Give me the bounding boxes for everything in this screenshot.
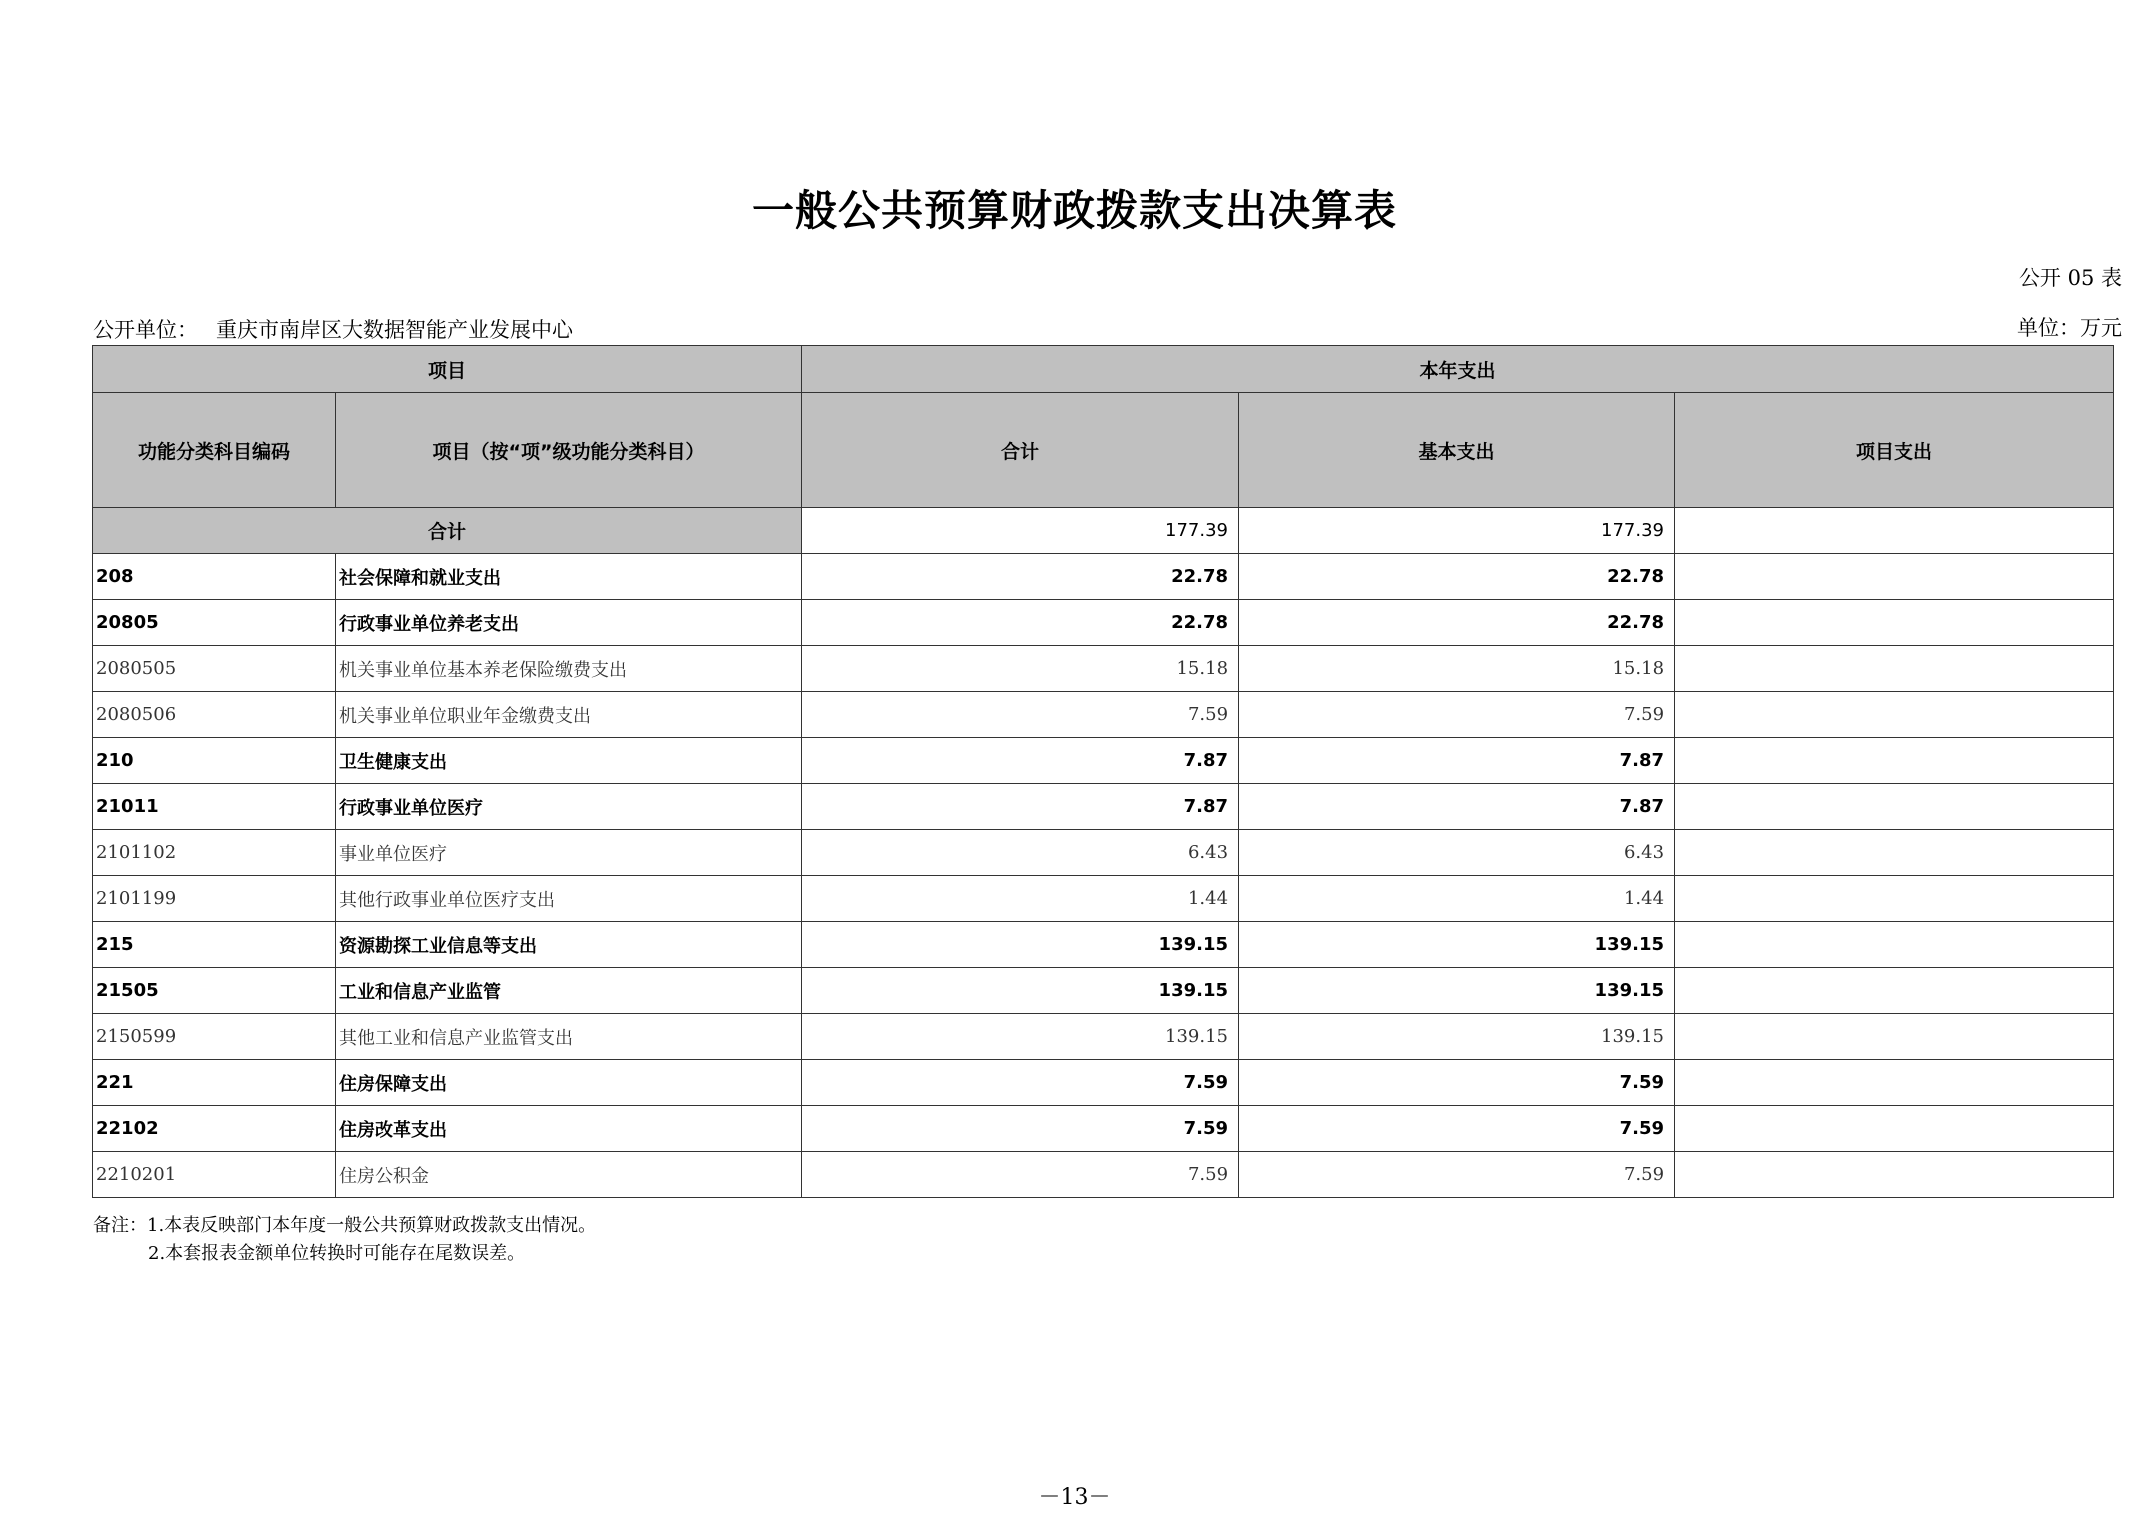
- row-code: 21011: [93, 784, 336, 830]
- note-line-1: 备注：1.本表反映部门本年度一般公共预算财政拨款支出情况。: [93, 1215, 597, 1236]
- row-total: 6.43: [802, 830, 1239, 876]
- row-code: 2150599: [93, 1014, 336, 1060]
- row-project: [1675, 968, 2114, 1014]
- header-item: 项目: [93, 346, 802, 393]
- row-code: 215: [93, 922, 336, 968]
- table-row: [93, 1106, 2114, 1152]
- total-sum: 177.39: [802, 508, 1239, 554]
- header-code: 功能分类科目编码: [93, 393, 336, 508]
- table-row: [93, 922, 2114, 968]
- header-total: 合计: [802, 393, 1239, 508]
- row-basic: 7.87: [1239, 784, 1675, 830]
- row-total: 22.78: [802, 554, 1239, 600]
- table-row: [93, 1152, 2114, 1198]
- table-row: [93, 646, 2114, 692]
- row-basic: 7.87: [1239, 738, 1675, 784]
- row-basic: 139.15: [1239, 922, 1675, 968]
- table-row: [93, 554, 2114, 600]
- row-name: 社会保障和就业支出: [336, 554, 802, 600]
- row-name: 住房保障支出: [336, 1060, 802, 1106]
- row-name: 卫生健康支出: [336, 738, 802, 784]
- header-row-1: [93, 346, 2114, 393]
- row-total: 7.87: [802, 784, 1239, 830]
- row-basic: 7.59: [1239, 1106, 1675, 1152]
- expenditure-table: [92, 345, 2114, 1198]
- row-name: 住房改革支出: [336, 1106, 802, 1152]
- row-total: 7.59: [802, 692, 1239, 738]
- organization-line: [93, 314, 573, 344]
- total-basic: 177.39: [1239, 508, 1675, 554]
- row-name: 行政事业单位医疗: [336, 784, 802, 830]
- row-name: 机关事业单位职业年金缴费支出: [336, 692, 802, 738]
- note-line-2: 2.本套报表金额单位转换时可能存在尾数误差。: [148, 1243, 526, 1264]
- row-total: 139.15: [802, 1014, 1239, 1060]
- row-name: 机关事业单位基本养老保险缴费支出: [336, 646, 802, 692]
- row-code: 2080505: [93, 646, 336, 692]
- row-code: 2101102: [93, 830, 336, 876]
- row-basic: 139.15: [1239, 968, 1675, 1014]
- page-title: 一般公共预算财政拨款支出决算表: [751, 186, 1397, 235]
- row-name: 工业和信息产业监管: [336, 968, 802, 1014]
- row-total: 1.44: [802, 876, 1239, 922]
- row-total: 15.18: [802, 646, 1239, 692]
- row-project: [1675, 600, 2114, 646]
- header-project: 项目支出: [1675, 393, 2114, 508]
- row-code: 20805: [93, 600, 336, 646]
- row-total: 7.59: [802, 1106, 1239, 1152]
- row-name: 住房公积金: [336, 1152, 802, 1198]
- total-row: [93, 508, 2114, 554]
- table-row: [93, 692, 2114, 738]
- row-total: 7.59: [802, 1152, 1239, 1198]
- row-code: 2080506: [93, 692, 336, 738]
- row-total: 139.15: [802, 968, 1239, 1014]
- unit-label: 单位：万元: [2017, 316, 2122, 340]
- row-basic: 22.78: [1239, 600, 1675, 646]
- organization-label: 公开单位：: [93, 318, 198, 342]
- row-project: [1675, 554, 2114, 600]
- row-project: [1675, 830, 2114, 876]
- row-total: 22.78: [802, 600, 1239, 646]
- row-code: 210: [93, 738, 336, 784]
- row-code: 2210201: [93, 1152, 336, 1198]
- row-project: [1675, 922, 2114, 968]
- organization-name: 重庆市南岸区大数据智能产业发展中心: [216, 318, 573, 342]
- row-name: 资源勘探工业信息等支出: [336, 922, 802, 968]
- table-row: [93, 968, 2114, 1014]
- header-basic: 基本支出: [1239, 393, 1675, 508]
- row-total: 7.87: [802, 738, 1239, 784]
- total-project: [1675, 508, 2114, 554]
- form-number: 公开 05 表: [2018, 266, 2122, 290]
- row-code: 2101199: [93, 876, 336, 922]
- total-label: 合计: [93, 508, 802, 554]
- row-code: 221: [93, 1060, 336, 1106]
- row-basic: 6.43: [1239, 830, 1675, 876]
- row-code: 21505: [93, 968, 336, 1014]
- table-row: [93, 1060, 2114, 1106]
- row-basic: 15.18: [1239, 646, 1675, 692]
- row-project: [1675, 784, 2114, 830]
- row-total: 7.59: [802, 1060, 1239, 1106]
- row-project: [1675, 1106, 2114, 1152]
- row-basic: 1.44: [1239, 876, 1675, 922]
- page-number: －13－: [1038, 1485, 1111, 1510]
- row-code: 22102: [93, 1106, 336, 1152]
- row-project: [1675, 1060, 2114, 1106]
- row-project: [1675, 692, 2114, 738]
- table-row: [93, 1014, 2114, 1060]
- notes: [93, 1212, 596, 1268]
- row-name: 其他工业和信息产业监管支出: [336, 1014, 802, 1060]
- row-project: [1675, 738, 2114, 784]
- row-project: [1675, 1152, 2114, 1198]
- row-basic: 7.59: [1239, 1152, 1675, 1198]
- row-basic: 22.78: [1239, 554, 1675, 600]
- row-total: 139.15: [802, 922, 1239, 968]
- row-project: [1675, 646, 2114, 692]
- table-row: [93, 830, 2114, 876]
- table-row: [93, 876, 2114, 922]
- row-name: 事业单位医疗: [336, 830, 802, 876]
- table-row: [93, 600, 2114, 646]
- header-current-year: 本年支出: [802, 346, 2114, 393]
- table-row: [93, 784, 2114, 830]
- row-project: [1675, 876, 2114, 922]
- row-basic: 7.59: [1239, 1060, 1675, 1106]
- row-name: 其他行政事业单位医疗支出: [336, 876, 802, 922]
- row-name: 行政事业单位养老支出: [336, 600, 802, 646]
- row-project: [1675, 1014, 2114, 1060]
- header-name: 项目（按“项”级功能分类科目）: [336, 393, 802, 508]
- row-basic: 139.15: [1239, 1014, 1675, 1060]
- row-basic: 7.59: [1239, 692, 1675, 738]
- table-row: [93, 738, 2114, 784]
- header-row-2: [93, 393, 2114, 508]
- row-code: 208: [93, 554, 336, 600]
